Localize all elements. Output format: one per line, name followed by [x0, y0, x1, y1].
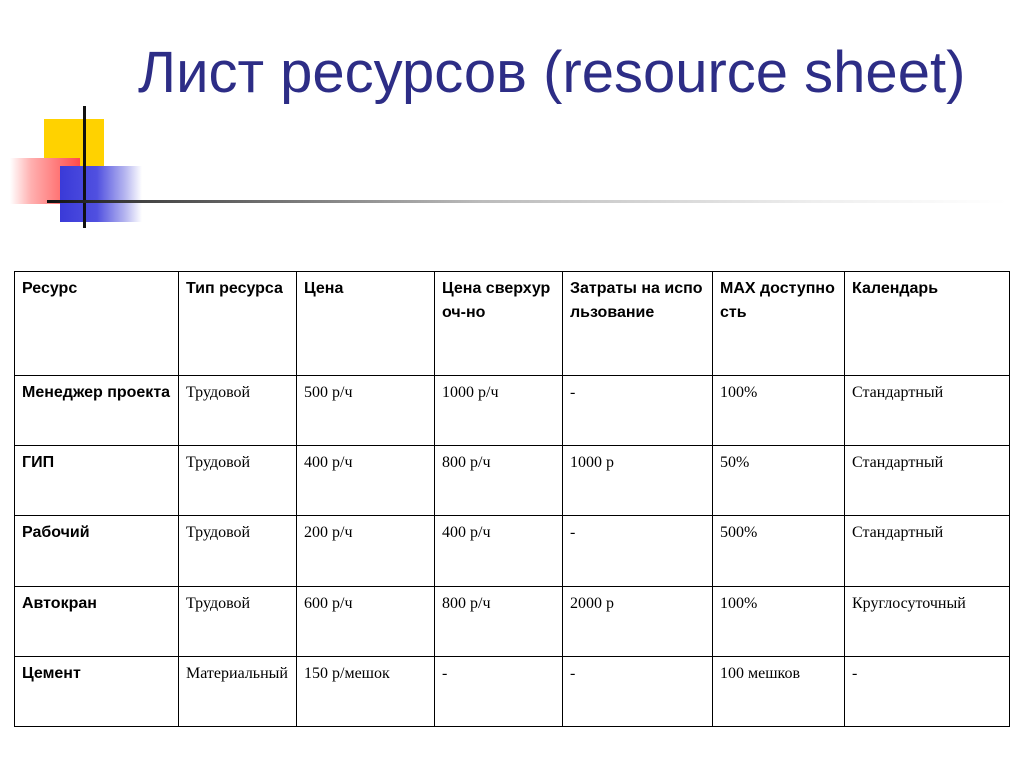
table-row — [15, 516, 1010, 586]
max-units-cell: 500% — [713, 516, 845, 586]
price-cell: 150 р/мешок — [297, 656, 435, 726]
cost-per-use-cell: 2000 р — [563, 586, 713, 656]
decor-vertical-line — [83, 106, 86, 228]
header-cell-calendar: Календарь — [845, 272, 1010, 376]
price-cell: 400 р/ч — [297, 446, 435, 516]
header-cell-max-units: MAX доступность — [713, 272, 845, 376]
cost-per-use-cell: - — [563, 516, 713, 586]
overtime-price-cell: - — [435, 656, 563, 726]
table-row — [15, 656, 1010, 726]
overtime-price-cell: 1000 р/ч — [435, 376, 563, 446]
table-row — [15, 446, 1010, 516]
decor-horizontal-line — [47, 200, 1007, 203]
header-cell-cost-per-use: Затраты на использование — [563, 272, 713, 376]
resource-name-cell: Менеджер проекта — [15, 376, 179, 446]
price-cell: 500 р/ч — [297, 376, 435, 446]
resource-name-cell: Цемент — [15, 656, 179, 726]
cost-per-use-cell: - — [563, 376, 713, 446]
resource-type-cell: Трудовой — [179, 376, 297, 446]
overtime-price-cell: 400 р/ч — [435, 516, 563, 586]
resource-type-cell: Трудовой — [179, 446, 297, 516]
decor-blue-square — [60, 166, 142, 222]
resource-type-cell: Материальный — [179, 656, 297, 726]
resource-type-cell: Трудовой — [179, 586, 297, 656]
price-cell: 600 р/ч — [297, 586, 435, 656]
calendar-cell: Стандартный — [845, 376, 1010, 446]
max-units-cell: 100% — [713, 376, 845, 446]
header-cell-type: Тип ресурса — [179, 272, 297, 376]
max-units-cell: 50% — [713, 446, 845, 516]
resource-name-cell: ГИП — [15, 446, 179, 516]
calendar-cell: Стандартный — [845, 516, 1010, 586]
max-units-cell: 100 мешков — [713, 656, 845, 726]
price-cell: 200 р/ч — [297, 516, 435, 586]
max-units-cell: 100% — [713, 586, 845, 656]
overtime-price-cell: 800 р/ч — [435, 586, 563, 656]
calendar-cell: Круглосуточный — [845, 586, 1010, 656]
header-cell-resource: Ресурс — [15, 272, 179, 376]
slide-title: Лист ресурсов (resource sheet) — [138, 40, 966, 105]
resource-name-cell: Автокран — [15, 586, 179, 656]
header-cell-overtime-price: Цена сверхуроч-но — [435, 272, 563, 376]
table-row — [15, 586, 1010, 656]
calendar-cell: - — [845, 656, 1010, 726]
resource-name-cell: Рабочий — [15, 516, 179, 586]
overtime-price-cell: 800 р/ч — [435, 446, 563, 516]
table-row — [15, 376, 1010, 446]
cost-per-use-cell: - — [563, 656, 713, 726]
header-cell-price: Цена — [297, 272, 435, 376]
calendar-cell: Стандартный — [845, 446, 1010, 516]
resource-table — [14, 271, 1010, 727]
resource-type-cell: Трудовой — [179, 516, 297, 586]
cost-per-use-cell: 1000 р — [563, 446, 713, 516]
table-header-row — [15, 272, 1010, 376]
